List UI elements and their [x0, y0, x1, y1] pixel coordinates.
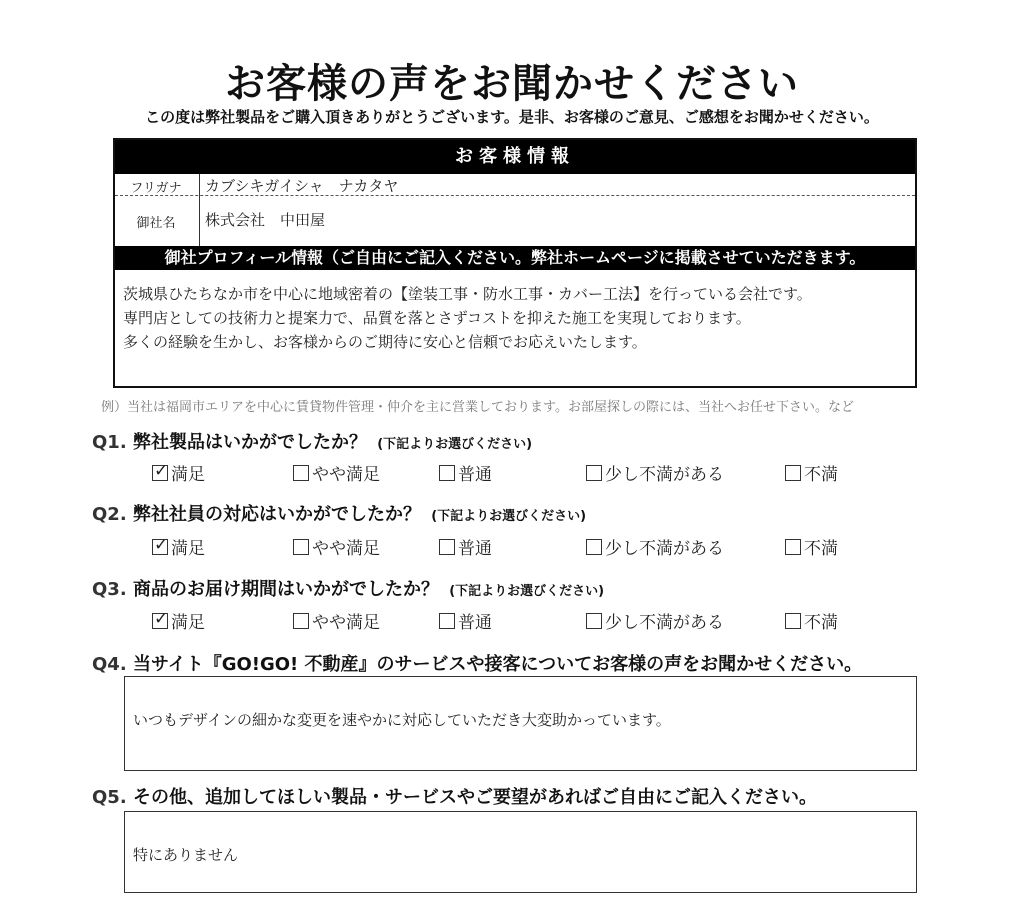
page-subtitle: この度は弊社製品をご購入頂きありがとうございます。是非、お客様のご意見、ご感想をお聞かせください。: [145, 108, 879, 126]
profile-line: 茨城県ひたちなか市を中心に地域密着の【塗装工事・防水工事・カバー工法】を行っている会社です。: [123, 285, 812, 303]
checkbox[interactable]: [152, 608, 169, 629]
q2-option-somewhat-satisfied[interactable]: やや満足: [293, 534, 380, 559]
checkbox[interactable]: [785, 539, 801, 555]
furigana-label: フリガナ: [130, 181, 182, 196]
checkbox[interactable]: [152, 534, 169, 555]
profile-field[interactable]: [123, 282, 812, 354]
question-text: 弊社社員の対応はいかがでしたか？: [132, 504, 421, 525]
check-mark-icon: ✓: [154, 534, 169, 555]
checkbox[interactable]: [293, 613, 309, 629]
question-4: [92, 650, 862, 676]
q5-answer-field[interactable]: [124, 811, 917, 893]
q4-answer-field[interactable]: [124, 676, 917, 771]
checkbox[interactable]: [785, 613, 801, 629]
q2-option-dissatisfied[interactable]: 不満: [785, 534, 838, 559]
customer-info-form: [113, 138, 917, 388]
checkbox[interactable]: [586, 613, 602, 629]
profile-heading: 御社プロフィール情報（ご自由にご記入ください。弊社ホームページに掲載させていただきます。: [115, 246, 915, 270]
question-text: 商品のお届け期間はいかがでしたか？: [132, 579, 439, 600]
checkbox[interactable]: [439, 539, 455, 555]
checkbox[interactable]: [586, 465, 602, 481]
q2-option-satisfied[interactable]: ✓ 満足: [154, 534, 205, 559]
label-divider: [199, 174, 200, 246]
question-number: Q3.: [92, 579, 127, 600]
q1-option-dissatisfied[interactable]: 不満: [785, 460, 838, 485]
q1-option-normal[interactable]: 普通: [439, 460, 492, 485]
question-note: (下記よりお選びください): [431, 509, 587, 524]
question-1: [92, 428, 532, 454]
profile-line: 多くの経験を生かし、お客様からのご期待に安心と信頼でお応えいたします。: [123, 333, 647, 351]
question-number: Q4.: [92, 654, 127, 675]
q3-option-slightly-dissatisfied[interactable]: 少し不満がある: [586, 608, 724, 633]
q3-option-somewhat-satisfied[interactable]: やや満足: [293, 608, 380, 633]
checkbox[interactable]: [152, 460, 169, 481]
question-note: (下記よりお選びください): [449, 584, 605, 599]
company-name-field[interactable]: 株式会社 中田屋: [205, 211, 326, 229]
page-title: お客様の声をお聞かせください: [225, 61, 799, 107]
q3-option-satisfied[interactable]: ✓ 満足: [154, 608, 205, 633]
q3-option-normal[interactable]: 普通: [439, 608, 492, 633]
q3-option-dissatisfied[interactable]: 不満: [785, 608, 838, 633]
profile-example-note: 例）当社は福岡市エリアを中心に賃貸物件管理・仲介を主に営業しております。お部屋探しの際には、当社へお任せ下さい。など: [101, 400, 854, 415]
q5-answer-text: 特にありません: [133, 846, 239, 864]
question-note: (下記よりお選びください): [377, 437, 533, 452]
profile-line: 専門店としての技術力と提案力で、品質を落とさずコストを抑えた施工を実現しております。: [123, 309, 751, 327]
customer-info-heading: お客様情報: [115, 140, 915, 174]
company-name-label: 御社名: [136, 216, 176, 231]
question-5: [92, 783, 817, 809]
q4-answer-text: いつもデザインの細かな変更を速やかに対応していただき大変助かっています。: [133, 711, 671, 729]
q1-option-satisfied[interactable]: ✓ 満足: [154, 460, 205, 485]
question-text: 弊社製品はいかがでしたか？: [132, 432, 367, 453]
question-text: その他、追加してほしい製品・サービスやご要望があればご自由にご記入ください。: [132, 787, 817, 808]
check-mark-icon: ✓: [154, 460, 169, 481]
question-number: Q5.: [92, 787, 127, 808]
q2-option-slightly-dissatisfied[interactable]: 少し不満がある: [586, 534, 724, 559]
check-mark-icon: ✓: [154, 608, 169, 629]
question-3: [92, 575, 604, 601]
q1-option-slightly-dissatisfied[interactable]: 少し不満がある: [586, 460, 724, 485]
checkbox[interactable]: [293, 465, 309, 481]
q2-option-normal[interactable]: 普通: [439, 534, 492, 559]
question-number: Q1.: [92, 432, 127, 453]
question-text: 当サイト『GO!GO! 不動産』のサービスや接客についてお客様の声をお聞かせください。: [132, 654, 863, 675]
row-divider-dashed: [115, 195, 915, 196]
question-2: [92, 500, 586, 526]
checkbox[interactable]: [785, 465, 801, 481]
checkbox[interactable]: [586, 539, 602, 555]
checkbox[interactable]: [439, 465, 455, 481]
q1-option-somewhat-satisfied[interactable]: やや満足: [293, 460, 380, 485]
checkbox[interactable]: [439, 613, 455, 629]
question-number: Q2.: [92, 504, 127, 525]
checkbox[interactable]: [293, 539, 309, 555]
furigana-field[interactable]: カブシキガイシャ ナカタヤ: [205, 177, 399, 195]
